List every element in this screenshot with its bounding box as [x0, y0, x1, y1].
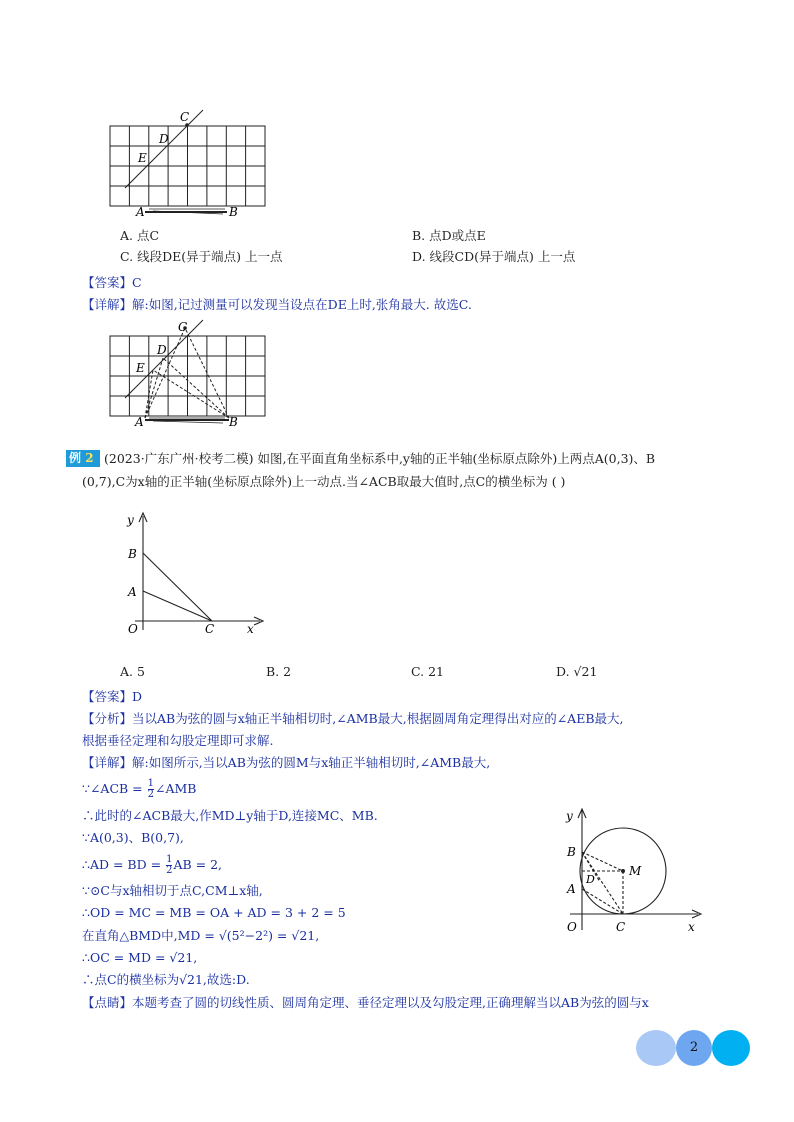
- ex2-option-d: D. √21: [556, 664, 598, 679]
- page-dot-left: [636, 1030, 676, 1066]
- q1-option-d: D. 线段CD(异于端点) 上一点: [412, 249, 576, 264]
- label-a2: A: [135, 415, 144, 429]
- ex2-analysis-2: 根据垂径定理和勾股定理即可求解.: [82, 733, 274, 748]
- label-d: D: [159, 132, 169, 146]
- example-line-2: (0,7),C为x轴的正半轴(坐标原点除外)上一动点.当∠ACB取最大值时,点C的横坐标为 ( ): [82, 474, 566, 489]
- coordinate-figure: [115, 508, 265, 638]
- ex2-detail-3: ∴此时的∠ACB最大,作MD⊥y轴于D,连接MC、MB.: [82, 808, 378, 823]
- circle-point-c: C: [616, 920, 626, 934]
- example-line-1: (2023·广东广州·校考二模) 如图,在平面直角坐标系中,y轴的正半轴(坐标原点除外)上两点A(0,3)、B: [104, 451, 656, 466]
- ex2-option-a: A. 5: [120, 664, 145, 679]
- circle-point-m: M: [629, 864, 642, 878]
- point-c-label: C: [205, 622, 215, 636]
- origin-label: O: [128, 622, 138, 636]
- ex2-detail-1: 【详解】解:如图所示,当以AB为弦的圆M与x轴正半轴相切时,∠AMB最大,: [82, 755, 491, 770]
- label-e2: E: [136, 361, 145, 375]
- circle-figure: [560, 800, 710, 940]
- ex2-detail-4: ∵A(0,3)、B(0,7),: [82, 830, 184, 845]
- label-b2: B: [229, 415, 238, 429]
- label-d2: D: [157, 343, 167, 357]
- point-b-label: B: [128, 547, 137, 561]
- label-a: A: [136, 205, 145, 219]
- q1-option-b: B. 点D或点E: [412, 228, 486, 243]
- grid-figure-2: [105, 318, 275, 430]
- label-e: E: [138, 151, 147, 165]
- q1-option-a: A. 点C: [120, 228, 160, 243]
- page-dot-right: [712, 1030, 750, 1066]
- circle-axis-y: y: [566, 809, 573, 823]
- axis-y-label: y: [127, 513, 134, 527]
- page-number: 2: [689, 1040, 699, 1055]
- ex2-detail-2: ∵∠ACB = $\frac{1}{2}$ ∠AMB: [82, 778, 197, 800]
- circle-point-d: D: [586, 873, 595, 886]
- circle-axis-x: x: [688, 920, 695, 934]
- point-a-label: A: [128, 585, 137, 599]
- label-c: C: [180, 110, 190, 124]
- circle-origin: O: [567, 920, 577, 934]
- example-badge: 例 2: [66, 450, 100, 467]
- ex2-detail-9: ∴OC = MD = √21,: [82, 950, 198, 965]
- ex2-option-b: B. 2: [266, 664, 292, 679]
- ex2-detail-6: ∵⊙C与x轴相切于点C,CM⊥x轴,: [82, 883, 263, 898]
- q1-option-c: C. 线段DE(异于端点) 上一点: [120, 249, 283, 264]
- q1-answer: 【答案】C: [82, 275, 142, 290]
- ex2-detail-7: ∴OD = MC = MB = OA + AD = 3 + 2 = 5: [82, 905, 346, 920]
- axis-x-label: x: [247, 622, 254, 636]
- ex2-answer: 【答案】D: [82, 689, 143, 704]
- grid-figure-1: [105, 108, 275, 220]
- ex2-detail-10: ∴点C的横坐标为√21,故选:D.: [82, 972, 250, 987]
- ex2-detail-5: ∴AD = BD = $\frac{1}{2}$ AB = 2,: [82, 854, 222, 876]
- q1-detail: 【详解】解:如图,记过测量可以发现当设点在DE上时,张角最大. 故选C.: [82, 297, 472, 312]
- ex2-analysis-1: 【分析】当以AB为弦的圆与x轴正半轴相切时,∠AMB最大,根据圆周角定理得出对应的∠AEB最大,: [82, 711, 624, 726]
- ex2-detail-11: 【点睛】本题考查了圆的切线性质、圆周角定理、垂径定理以及勾股定理,正确理解当以AB为弦的圆与x: [82, 995, 649, 1010]
- ex2-option-c: C. 21: [411, 664, 444, 679]
- circle-point-b: B: [567, 845, 576, 859]
- circle-point-a: A: [567, 882, 576, 896]
- ex2-detail-8: 在直角△BMD中,MD = √(5²−2²) = √21,: [82, 928, 320, 943]
- label-c2: C: [178, 320, 188, 334]
- label-b: B: [229, 205, 238, 219]
